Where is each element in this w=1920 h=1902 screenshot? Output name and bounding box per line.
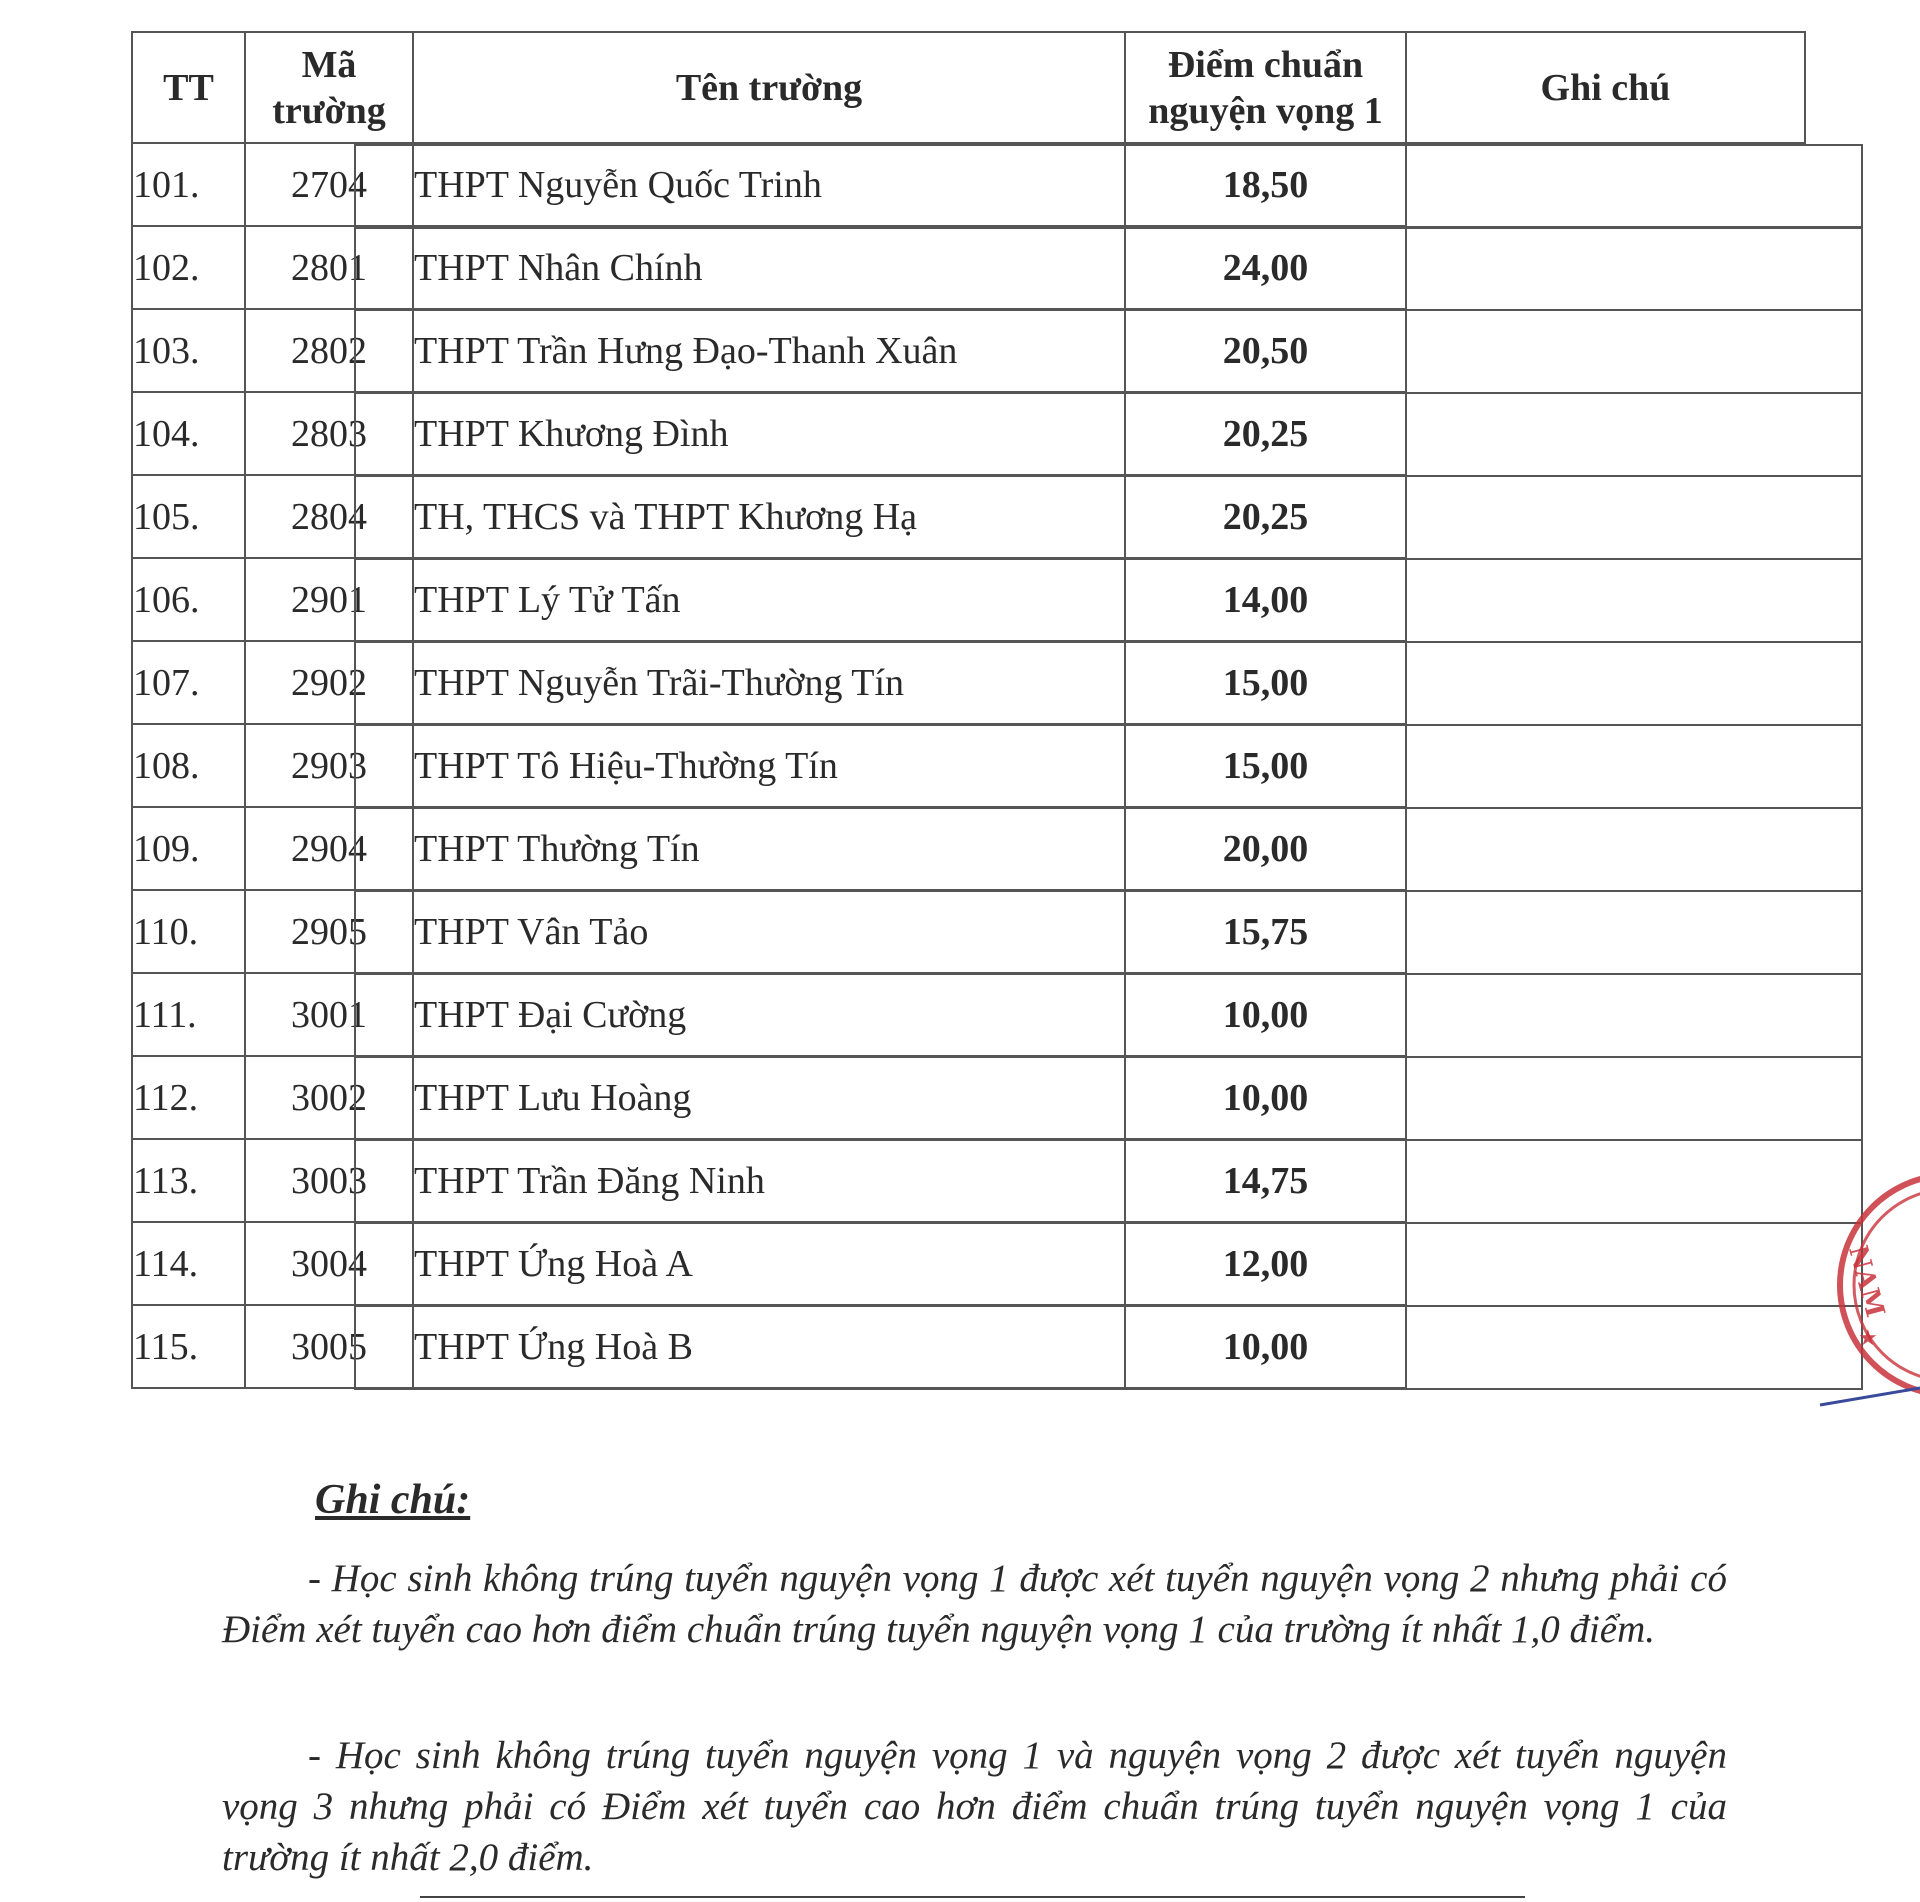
table-row bbox=[132, 1139, 1805, 1222]
cutoff-score: 24,00 bbox=[1125, 226, 1406, 309]
row-number: 103. bbox=[132, 309, 245, 392]
row-note bbox=[354, 890, 1863, 975]
table-row bbox=[132, 641, 1805, 724]
school-name: THPT Tô Hiệu-Thường Tín bbox=[413, 724, 1125, 807]
svg-text:NAM: NAM bbox=[1842, 1242, 1890, 1321]
row-note bbox=[354, 807, 1863, 892]
school-name: THPT Đại Cường bbox=[413, 973, 1125, 1056]
table-row bbox=[132, 1222, 1805, 1305]
school-code: 3002 bbox=[245, 1056, 413, 1139]
row-number: 114. bbox=[132, 1222, 245, 1305]
table-row bbox=[132, 392, 1805, 475]
school-code: 2904 bbox=[245, 807, 413, 890]
school-code: 3001 bbox=[245, 973, 413, 1056]
table-row bbox=[132, 475, 1805, 558]
row-note bbox=[354, 1056, 1863, 1141]
school-code: 2905 bbox=[245, 890, 413, 973]
bottom-divider bbox=[420, 1896, 1525, 1898]
cutoff-score: 20,25 bbox=[1125, 392, 1406, 475]
row-note bbox=[354, 1139, 1863, 1224]
row-note bbox=[354, 144, 1863, 229]
cutoff-score: 14,75 bbox=[1125, 1139, 1406, 1222]
cutoff-score: 15,75 bbox=[1125, 890, 1406, 973]
cutoff-score: 20,25 bbox=[1125, 475, 1406, 558]
row-note bbox=[354, 1222, 1863, 1307]
red-seal-stamp bbox=[1800, 1150, 1920, 1420]
cutoff-score: 15,00 bbox=[1125, 641, 1406, 724]
row-number: 105. bbox=[132, 475, 245, 558]
school-name: THPT Ứng Hoà B bbox=[413, 1305, 1125, 1388]
school-name: THPT Trần Hưng Đạo-Thanh Xuân bbox=[413, 309, 1125, 392]
row-note bbox=[354, 309, 1863, 394]
header-school-name: Tên trường bbox=[413, 32, 1125, 143]
header-tt: TT bbox=[132, 32, 245, 143]
cutoff-score-table bbox=[131, 31, 1806, 1389]
table-header-row bbox=[132, 32, 1805, 143]
school-code: 3005 bbox=[245, 1305, 413, 1388]
row-number: 101. bbox=[132, 143, 245, 226]
row-note bbox=[354, 475, 1863, 560]
table-row bbox=[132, 724, 1805, 807]
school-name: THPT Trần Đăng Ninh bbox=[413, 1139, 1125, 1222]
notes-title: Ghi chú: bbox=[315, 1477, 471, 1523]
school-code: 2802 bbox=[245, 309, 413, 392]
school-code: 2803 bbox=[245, 392, 413, 475]
row-number: 106. bbox=[132, 558, 245, 641]
row-note bbox=[354, 1305, 1863, 1390]
table-row bbox=[132, 1056, 1805, 1139]
cutoff-score: 10,00 bbox=[1125, 973, 1406, 1056]
cutoff-score: 20,50 bbox=[1125, 309, 1406, 392]
table-row bbox=[132, 143, 1805, 226]
row-number: 109. bbox=[132, 807, 245, 890]
header-cutoff-score: Điểm chuẩn nguyện vọng 1 bbox=[1125, 32, 1406, 143]
table-row bbox=[132, 1305, 1805, 1388]
table-row bbox=[132, 309, 1805, 392]
school-code: 2704 bbox=[245, 143, 413, 226]
cutoff-score: 20,00 bbox=[1125, 807, 1406, 890]
row-note bbox=[354, 724, 1863, 809]
row-number: 102. bbox=[132, 226, 245, 309]
row-number: 104. bbox=[132, 392, 245, 475]
row-number: 108. bbox=[132, 724, 245, 807]
row-note bbox=[354, 226, 1863, 311]
school-code: 2801 bbox=[245, 226, 413, 309]
cutoff-score: 10,00 bbox=[1125, 1056, 1406, 1139]
row-number: 115. bbox=[132, 1305, 245, 1388]
header-school-code: Mã trường bbox=[245, 32, 413, 143]
row-note bbox=[354, 973, 1863, 1058]
school-code: 2902 bbox=[245, 641, 413, 724]
note-item: - Học sinh không trúng tuyển nguyện vọng 1 được xét tuyển nguyện vọng 2 nhưng phải có Điểm xét tuyển cao hơn điểm chuẩn trúng tuyển nguyện vọng 1 của trường ít nhất 1,0 điểm. bbox=[222, 1557, 1727, 1651]
row-number: 113. bbox=[132, 1139, 245, 1222]
table-row bbox=[132, 973, 1805, 1056]
school-name: THPT Nguyễn Trãi-Thường Tín bbox=[413, 641, 1125, 724]
cutoff-score: 10,00 bbox=[1125, 1305, 1406, 1388]
school-name: THPT Lý Tử Tấn bbox=[413, 558, 1125, 641]
table-row bbox=[132, 558, 1805, 641]
svg-text:★: ★ bbox=[1858, 1326, 1878, 1351]
school-name: TH, THCS và THPT Khương Hạ bbox=[413, 475, 1125, 558]
school-name: THPT Vân Tảo bbox=[413, 890, 1125, 973]
school-name: THPT Khương Đình bbox=[413, 392, 1125, 475]
cutoff-score: 12,00 bbox=[1125, 1222, 1406, 1305]
row-number: 111. bbox=[132, 973, 245, 1056]
row-note bbox=[354, 392, 1863, 477]
school-code: 3004 bbox=[245, 1222, 413, 1305]
school-name: THPT Thường Tín bbox=[413, 807, 1125, 890]
table-row bbox=[132, 807, 1805, 890]
cutoff-score: 18,50 bbox=[1125, 143, 1406, 226]
school-code: 3003 bbox=[245, 1139, 413, 1222]
cutoff-score: 15,00 bbox=[1125, 724, 1406, 807]
row-number: 110. bbox=[132, 890, 245, 973]
row-note bbox=[354, 641, 1863, 726]
table-row bbox=[132, 890, 1805, 973]
cutoff-score: 14,00 bbox=[1125, 558, 1406, 641]
note-item: - Học sinh không trúng tuyển nguyện vọng 1 và nguyện vọng 2 được xét tuyển nguyện vọng 3 nhưng phải có Điểm xét tuyển cao hơn điểm chuẩn trúng tuyển nguyện vọng 1 của trường ít nhất 2,0 điểm. bbox=[222, 1734, 1727, 1879]
school-code: 2901 bbox=[245, 558, 413, 641]
row-number: 107. bbox=[132, 641, 245, 724]
school-name: THPT Lưu Hoàng bbox=[413, 1056, 1125, 1139]
table-row bbox=[132, 226, 1805, 309]
row-note bbox=[354, 558, 1863, 643]
row-number: 112. bbox=[132, 1056, 245, 1139]
school-code: 2804 bbox=[245, 475, 413, 558]
school-code: 2903 bbox=[245, 724, 413, 807]
header-note: Ghi chú bbox=[1406, 32, 1805, 143]
school-name: THPT Ứng Hoà A bbox=[413, 1222, 1125, 1305]
school-name: THPT Nhân Chính bbox=[413, 226, 1125, 309]
school-name: THPT Nguyễn Quốc Trinh bbox=[413, 143, 1125, 226]
